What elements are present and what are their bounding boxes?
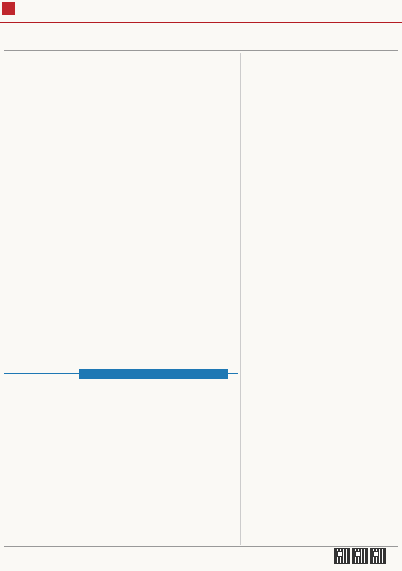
banner-rule xyxy=(4,373,79,374)
qr-code-icon xyxy=(334,548,350,564)
headline-rule xyxy=(4,50,398,51)
column-banner xyxy=(79,369,228,379)
column-divider xyxy=(240,53,241,545)
qr-code-icon xyxy=(352,548,368,564)
banner-rule xyxy=(228,373,238,374)
footer-rule xyxy=(4,546,398,547)
page-number xyxy=(2,2,15,15)
qr-code-icon xyxy=(370,548,386,564)
page-header xyxy=(0,0,402,23)
